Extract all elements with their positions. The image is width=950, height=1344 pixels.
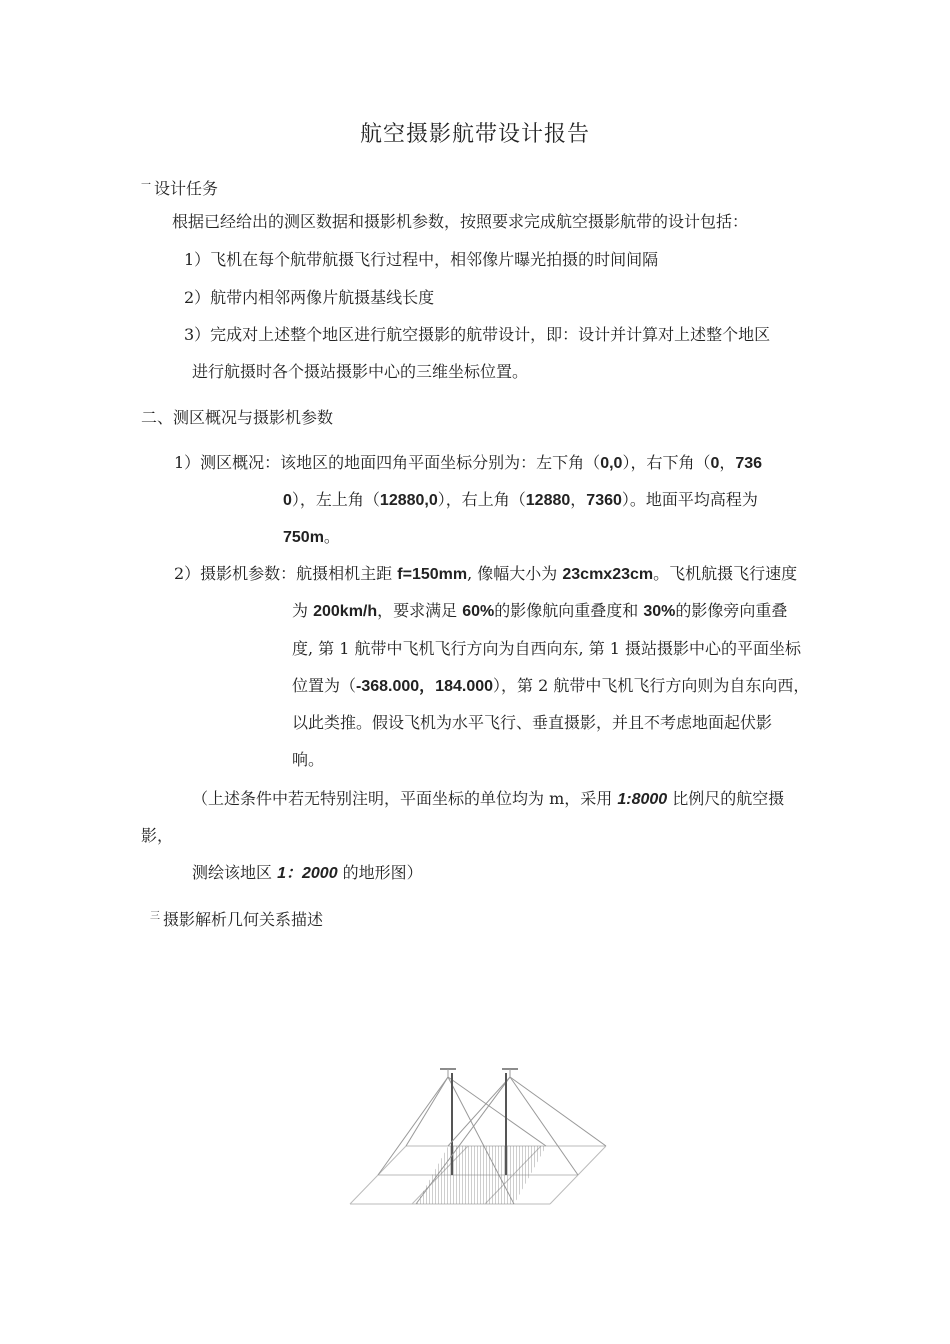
camera-params-line5: 以此类推。假设飞机为水平飞行、垂直摄影，并且不考虑地面起伏影 <box>292 713 773 732</box>
photo-scale: 1:8000 <box>617 791 668 808</box>
overlap-area <box>416 1146 546 1204</box>
section-3-title: 摄影解析几何关系描述 <box>163 910 324 929</box>
task-item-2: 2）航带内相邻两像片航摄基线长度 <box>184 288 435 307</box>
survey-area-label: 1）测区概况：该地区的地面四角平面坐标分别为：左下角（ <box>174 453 601 472</box>
survey-text: ），右下角（ <box>622 453 711 472</box>
focal-length: f=150mm <box>397 566 468 583</box>
coord-upper-right-x: 12880 <box>525 492 571 509</box>
section-1-intro: 根据已经给出的测区数据和摄影机参数，按照要求完成航空摄影航带的设计包括： <box>172 212 749 231</box>
coord-upper-left: 12880,0 <box>379 492 438 509</box>
note-text: 的地形图） <box>337 863 423 882</box>
survey-text: ， <box>719 453 736 472</box>
camera-params-line3: 度, 第 1 航带中飞机飞行方向为自西向东, 第 1 摄站摄影中心的平面坐标 <box>292 639 802 658</box>
survey-text: 。 <box>323 527 340 546</box>
coord-upper-right-y: 7360 <box>586 492 622 509</box>
camera-text: ，要求满足 <box>377 601 463 620</box>
side-overlap: 30% <box>643 603 676 620</box>
survey-text: ），左上角（ <box>291 490 380 509</box>
section-3-number: 三 <box>150 911 160 922</box>
camera-text: ），第 2 航带中飞机飞行方向则为自东向西， <box>493 676 810 695</box>
camera-text: 的影像旁向重叠 <box>675 601 788 620</box>
camera-params-line2 <box>292 601 787 622</box>
camera-params-line6: 响。 <box>292 750 325 769</box>
section-2-heading: 二、测区概况与摄影机参数 <box>141 408 334 427</box>
survey-area-line3 <box>283 527 340 548</box>
section-1-number: 一 <box>141 180 151 191</box>
frame-size: 23cmx23cm <box>562 566 654 583</box>
survey-text: ， <box>570 490 587 509</box>
photogrammetry-overlap-figure <box>348 1063 608 1209</box>
note-line3 <box>192 863 423 884</box>
camera-params-line1 <box>174 564 797 585</box>
note-line2: 影， <box>141 826 174 845</box>
camera-params-line4 <box>292 676 809 697</box>
coord-lower-left: 0,0 <box>600 455 623 472</box>
mean-elevation: 750m <box>283 529 324 546</box>
flight-speed: 200km/h <box>313 603 378 620</box>
survey-text: ），右上角（ <box>437 490 526 509</box>
task-item-3-line1: 3）完成对上述整个地区进行航空摄影的航带设计，即：设计并计算对上述整个地区 <box>184 325 771 344</box>
note-text: 比例尺的航空摄 <box>667 789 785 808</box>
map-scale: 1：2000 <box>277 865 338 882</box>
camera-text: , 像幅大小为 <box>467 564 563 583</box>
note-text: 测绘该地区 <box>192 863 278 882</box>
camera-text: 位置为（ <box>292 676 357 695</box>
camera-text: 的影像航向重叠度和 <box>494 601 644 620</box>
section-1-title: 设计任务 <box>154 179 219 198</box>
camera-text: 。飞机航摄飞行速度 <box>653 564 798 583</box>
page-title: 航空摄影航带设计报告 <box>359 122 590 147</box>
camera-params-label: 2）摄影机参数：航摄相机主距 <box>174 564 398 583</box>
survey-text: ）。地面平均高程为 <box>621 490 758 509</box>
task-item-1: 1）飞机在每个航带航摄飞行过程中，相邻像片曝光拍摄的时间间隔 <box>184 250 659 269</box>
task-item-3-line2: 进行航摄时各个摄站摄影中心的三维坐标位置。 <box>192 362 529 381</box>
forward-overlap: 60% <box>462 603 495 620</box>
section-1-heading <box>141 176 218 199</box>
note-text: （上述条件中若无特别注明，平面坐标的单位均为 m，采用 <box>192 789 618 808</box>
coord-lower-right-y-part2: 0 <box>283 492 292 509</box>
survey-area-line2 <box>283 490 758 511</box>
note-line1 <box>192 789 784 810</box>
survey-area-line1 <box>174 453 762 474</box>
section-3-heading <box>150 907 323 930</box>
first-station-coord: -368.000，184.000 <box>356 678 494 695</box>
coord-lower-right-x: 0 <box>710 455 720 472</box>
camera-text: 为 <box>292 601 314 620</box>
coord-lower-right-y-part1: 736 <box>735 455 763 472</box>
